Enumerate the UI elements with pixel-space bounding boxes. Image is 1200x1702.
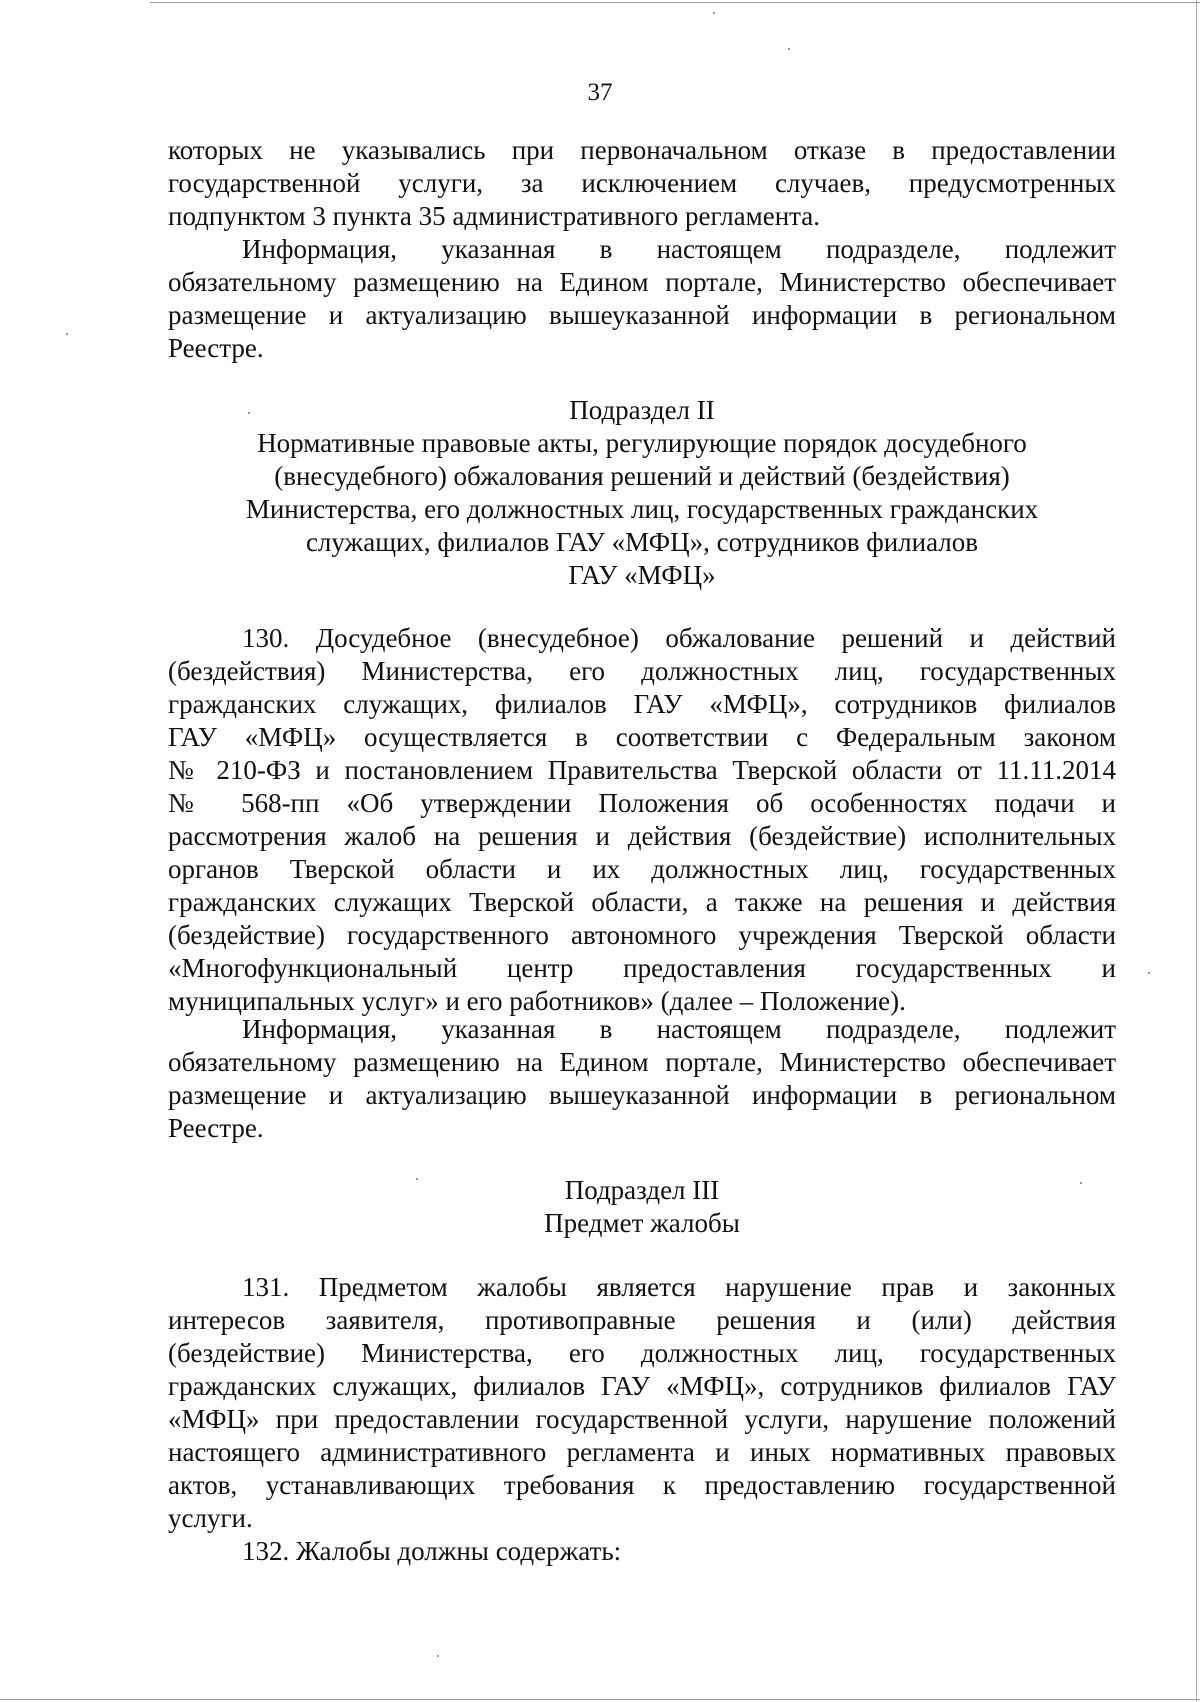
text-line: интересов заявителя, противоправные решения и (или) действия [168,1305,1116,1335]
text-line: подпунктом 3 пункта 35 административного регламента. [168,201,821,231]
text-line: (бездействие) государственного автономного учреждения Тверской области [168,920,1116,950]
text-line: гражданских служащих, филиалов ГАУ «МФЦ», сотрудников филиалов ГАУ [168,1371,1116,1401]
text-line: размещение и актуализацию вышеуказанной информации в региональном [168,1080,1116,1110]
scan-edge-top [150,2,1200,3]
scan-speck [66,333,68,335]
subsection-title-line: Предмет жалобы [544,1208,740,1238]
scan-speck [437,1655,439,1657]
subsection-label: Подраздел III [564,1175,720,1205]
text-line: органов Тверской области и их должностных лиц, государственных [168,854,1116,884]
text-line: размещение и актуализацию вышеуказанной информации в региональном [168,300,1116,330]
subsection-title-line: (внесудебного) обжалования решений и действий (бездействия) [274,461,1010,491]
text-line: Информация, указанная в настоящем подразделе, подлежит [242,1014,1116,1044]
subsection-title-line: Министерства, его должностных лиц, государственных гражданских [245,494,1039,524]
text-line: (бездействие) Министерства, его должностных лиц, государственных [168,1338,1116,1368]
text-line: 132. Жалобы должны содержать: [242,1536,622,1566]
text-line: (бездействия) Министерства, его должностных лиц, государственных [168,656,1116,686]
text-line: № 210-ФЗ и постановлением Правительства Тверской области от 11.11.2014 [168,755,1116,785]
text-line: настоящего административного регламента и иных нормативных правовых [168,1437,1116,1467]
scan-speck [713,12,715,14]
scan-speck [788,48,790,50]
text-line: № 568-пп «Об утверждении Положения об особенностях подачи и [168,788,1116,818]
subsection-title-line: Нормативные правовые акты, регулирующие порядок досудебного [257,428,1027,458]
page-number: 37 [587,79,613,106]
paragraph-130 [168,622,1116,1018]
text-line: обязательному размещению на Едином портале, Министерство обеспечивает [168,267,1116,297]
scan-edge-bottom [0,1699,1200,1700]
scan-edge-right [1196,0,1197,1702]
text-line: «МФЦ» при предоставлении государственной услуги, нарушение положений [168,1404,1116,1434]
text-line: 131. Предметом жалобы является нарушение прав и законных [242,1272,1116,1302]
text-line: гражданских служащих, филиалов ГАУ «МФЦ», сотрудников филиалов [168,689,1116,719]
paragraph-continuation [168,134,1116,233]
paragraph-information [168,233,1116,365]
text-line: обязательному размещению на Едином портале, Министерство обеспечивает [168,1047,1116,1077]
text-line: Реестре. [168,1113,264,1143]
subsection-title-line: служащих, филиалов ГАУ «МФЦ», сотрудников филиалов [305,527,979,557]
text-line: гражданских служащих Тверской области, а также на решения и действия [168,887,1116,917]
text-line: «Многофункциональный центр предоставления государственных и [168,953,1116,983]
paragraph-132 [168,1535,1116,1568]
text-line: актов, устанавливающих требования к предоставлению государственной [168,1470,1116,1500]
subsection-3-heading [150,1174,1134,1240]
subsection-label: Подраздел II [569,395,715,425]
subsection-2-heading [150,394,1134,592]
text-line: рассмотрения жалоб на решения и действия (бездействие) исполнительных [168,821,1116,851]
paragraph-information [168,1013,1116,1145]
scan-speck [1148,972,1150,974]
text-line: 130. Досудебное (внесудебное) обжалование решений и действий [242,623,1116,653]
paragraph-131 [168,1271,1116,1535]
subsection-title-line: ГАУ «МФЦ» [568,560,716,590]
text-line: Реестре. [168,333,264,363]
text-line: услуги. [168,1503,253,1533]
text-line: муниципальных услуг» и его работников» (далее – Положение). [168,986,906,1016]
text-line: ГАУ «МФЦ» осуществляется в соответствии с Федеральным законом [168,722,1116,752]
text-line: которых не указывались при первоначальном отказе в предоставлении [168,135,1116,165]
text-line: государственной услуги, за исключением случаев, предусмотренных [168,168,1116,198]
text-line: Информация, указанная в настоящем подразделе, подлежит [242,234,1116,264]
